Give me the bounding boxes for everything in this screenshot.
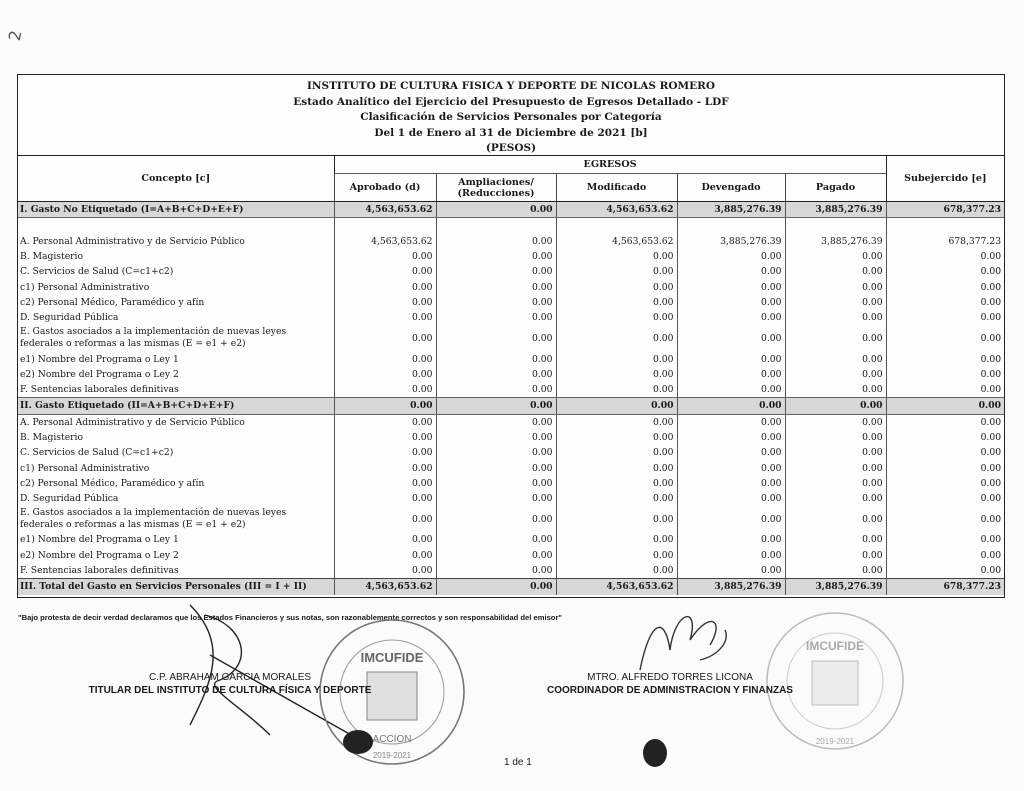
concept-cell: C. Servicios de Salud (C=c1+c2) bbox=[20, 266, 174, 278]
concept-cell: F. Sentencias laborales definitivas bbox=[20, 565, 179, 577]
value-cell: 678,377.23 bbox=[886, 234, 1004, 249]
value-cell: 0.00 bbox=[436, 563, 556, 579]
value-cell: 0.00 bbox=[886, 430, 1004, 445]
value-cell: 678,377.23 bbox=[886, 202, 1004, 218]
value-cell: 0.00 bbox=[436, 398, 556, 414]
table-body bbox=[18, 202, 1004, 595]
concept-cell: B. Magisterio bbox=[20, 432, 84, 443]
right-seal-years: 2019-2021 bbox=[815, 737, 855, 746]
value-cell: 0.00 bbox=[334, 506, 436, 532]
value-cell: 0.00 bbox=[436, 325, 556, 351]
value-cell: 0.00 bbox=[556, 548, 677, 563]
disclaimer-note: "Bajo protesta de decir verdad declaramos que los Estados Financieros y sus notas, son razonablemente correctos y son responsabilidad del emisor" bbox=[18, 613, 562, 622]
value-cell: 0.00 bbox=[677, 532, 785, 547]
table-row bbox=[18, 414, 1004, 430]
value-cell: 0.00 bbox=[436, 234, 556, 249]
table-row bbox=[18, 325, 1004, 351]
value-cell: 0.00 bbox=[436, 264, 556, 279]
value-cell: 0.00 bbox=[334, 264, 436, 279]
value-cell bbox=[677, 218, 785, 234]
concept-cell: III. Total del Gasto en Servicios Personales (III = I + II) bbox=[18, 579, 334, 595]
left-seal-bottom: ACCION bbox=[372, 734, 412, 745]
value-cell: 0.00 bbox=[334, 367, 436, 382]
value-cell: 4,563,653.62 bbox=[556, 234, 677, 249]
value-cell: 0.00 bbox=[677, 460, 785, 475]
value-cell: 3,885,276.39 bbox=[785, 579, 886, 595]
table-row bbox=[18, 476, 1004, 491]
value-cell: 0.00 bbox=[785, 325, 886, 351]
value-cell: 0.00 bbox=[556, 506, 677, 532]
value-cell: 0.00 bbox=[436, 295, 556, 310]
table-row bbox=[18, 548, 1004, 563]
value-cell: 0.00 bbox=[886, 325, 1004, 351]
table-row bbox=[18, 310, 1004, 325]
concept-cell: B. Magisterio bbox=[20, 251, 84, 263]
table-row bbox=[18, 264, 1004, 279]
value-cell: 0.00 bbox=[886, 563, 1004, 579]
value-cell: 0.00 bbox=[556, 532, 677, 547]
value-cell: 0.00 bbox=[556, 310, 677, 325]
value-cell: 0.00 bbox=[436, 579, 556, 595]
value-cell bbox=[886, 218, 1004, 234]
report-currency: (PESOS) bbox=[485, 142, 537, 155]
value-cell: 0.00 bbox=[785, 460, 886, 475]
value-cell: 0.00 bbox=[334, 460, 436, 475]
concept-cell: C. Servicios de Salud (C=c1+c2) bbox=[20, 447, 174, 459]
column-header-pagado: Pagado bbox=[785, 174, 886, 202]
value-cell: 0.00 bbox=[785, 367, 886, 382]
value-cell: 0.00 bbox=[334, 491, 436, 506]
report-title: Estado Analítico del Ejercicio del Presupuesto de Egresos Detallado - LDF bbox=[293, 95, 729, 108]
value-cell: 0.00 bbox=[785, 563, 886, 579]
concept-cell: F. Sentencias laborales definitivas bbox=[20, 384, 179, 396]
value-cell: 0.00 bbox=[334, 295, 436, 310]
value-cell: 0.00 bbox=[677, 430, 785, 445]
value-cell: 0.00 bbox=[886, 367, 1004, 382]
column-header-ampliaciones bbox=[436, 174, 556, 202]
value-cell: 3,885,276.39 bbox=[785, 202, 886, 218]
value-cell: 3,885,276.39 bbox=[677, 234, 785, 249]
value-cell: 0.00 bbox=[556, 382, 677, 398]
right-signer-name: MTRO. ALFREDO TORRES LICONA bbox=[587, 672, 753, 683]
value-cell: 0.00 bbox=[556, 351, 677, 366]
table-row bbox=[18, 460, 1004, 475]
value-cell: 0.00 bbox=[677, 398, 785, 414]
value-cell: 0.00 bbox=[677, 351, 785, 366]
table-row bbox=[18, 295, 1004, 310]
value-cell: 0.00 bbox=[785, 295, 886, 310]
value-cell: 3,885,276.39 bbox=[785, 234, 886, 249]
value-cell: 0.00 bbox=[886, 351, 1004, 366]
value-cell: 0.00 bbox=[436, 351, 556, 366]
table-row bbox=[18, 491, 1004, 506]
value-cell: 0.00 bbox=[677, 310, 785, 325]
left-seal-word: IMCUFIDE bbox=[360, 650, 424, 665]
right-seal-word: IMCUFIDE bbox=[806, 639, 864, 653]
value-cell: 4,563,653.62 bbox=[334, 234, 436, 249]
value-cell: 0.00 bbox=[886, 506, 1004, 532]
value-cell: 0.00 bbox=[677, 325, 785, 351]
column-header-concepto: Concepto [c] bbox=[18, 156, 334, 202]
concept-cell: e1) Nombre del Programa o Ley 1 bbox=[20, 534, 179, 546]
table-row bbox=[18, 367, 1004, 382]
ampliaciones-line1: Ampliaciones/ bbox=[458, 176, 534, 188]
table-row bbox=[18, 351, 1004, 366]
column-header-modificado: Modificado bbox=[556, 174, 677, 202]
value-cell: 3,885,276.39 bbox=[677, 202, 785, 218]
column-header-devengado: Devengado bbox=[677, 174, 785, 202]
value-cell: 4,563,653.62 bbox=[556, 579, 677, 595]
value-cell: 0.00 bbox=[677, 295, 785, 310]
right-signer-title: COORDINADOR DE ADMINISTRACION Y FINANZAS bbox=[547, 685, 793, 696]
value-cell: 0.00 bbox=[436, 548, 556, 563]
value-cell bbox=[436, 218, 556, 234]
value-cell: 0.00 bbox=[556, 398, 677, 414]
value-cell: 0.00 bbox=[785, 279, 886, 294]
value-cell: 0.00 bbox=[334, 532, 436, 547]
value-cell: 0.00 bbox=[334, 430, 436, 445]
value-cell: 0.00 bbox=[556, 460, 677, 475]
value-cell: 0.00 bbox=[677, 279, 785, 294]
value-cell: 0.00 bbox=[886, 249, 1004, 264]
left-signature-block bbox=[80, 672, 380, 696]
value-cell: 0.00 bbox=[677, 548, 785, 563]
concept-cell: A. Personal Administrativo y de Servicio Público bbox=[20, 416, 245, 428]
value-cell: 0.00 bbox=[334, 249, 436, 264]
value-cell: 0.00 bbox=[785, 382, 886, 398]
value-cell: 0.00 bbox=[436, 414, 556, 430]
value-cell: 0.00 bbox=[334, 476, 436, 491]
value-cell: 0.00 bbox=[556, 279, 677, 294]
value-cell bbox=[785, 218, 886, 234]
value-cell: 0.00 bbox=[436, 430, 556, 445]
table-row bbox=[18, 249, 1004, 264]
left-signer-title: TITULAR DEL INSTITUTO DE CULTURA FÍSICA Y DEPORTE bbox=[88, 685, 372, 696]
value-cell: 0.00 bbox=[436, 506, 556, 532]
value-cell: 0.00 bbox=[785, 532, 886, 547]
column-header-egresos: EGRESOS bbox=[334, 156, 886, 174]
value-cell: 0.00 bbox=[677, 491, 785, 506]
table-row bbox=[18, 430, 1004, 445]
value-cell: 0.00 bbox=[886, 491, 1004, 506]
value-cell: 0.00 bbox=[436, 491, 556, 506]
value-cell: 0.00 bbox=[677, 506, 785, 532]
concept-cell: e2) Nombre del Programa o Ley 2 bbox=[20, 368, 179, 380]
value-cell: 0.00 bbox=[436, 382, 556, 398]
value-cell: 0.00 bbox=[334, 310, 436, 325]
concept-cell: c2) Personal Médico, Paramédico y afín bbox=[20, 296, 205, 308]
value-cell: 0.00 bbox=[886, 532, 1004, 547]
value-cell: 0.00 bbox=[334, 414, 436, 430]
left-seal-years: 2019-2021 bbox=[372, 751, 412, 760]
table-row bbox=[18, 218, 1004, 234]
value-cell: 0.00 bbox=[334, 563, 436, 579]
budget-table bbox=[18, 155, 1004, 595]
concept-cell: D. Seguridad Pública bbox=[20, 493, 119, 505]
report-header bbox=[18, 79, 1004, 157]
value-cell: 0.00 bbox=[886, 445, 1004, 460]
concept-cell: e2) Nombre del Programa o Ley 2 bbox=[20, 549, 179, 561]
value-cell: 0.00 bbox=[436, 310, 556, 325]
left-ink-blot bbox=[338, 722, 378, 762]
value-cell: 0.00 bbox=[556, 367, 677, 382]
value-cell: 0.00 bbox=[556, 563, 677, 579]
table-row bbox=[18, 279, 1004, 294]
concept-cell: e1) Nombre del Programa o Ley 1 bbox=[20, 353, 179, 365]
concept-cell: A. Personal Administrativo y de Servicio Público bbox=[20, 235, 245, 247]
value-cell: 678,377.23 bbox=[886, 579, 1004, 595]
value-cell: 0.00 bbox=[677, 249, 785, 264]
concept-cell: I. Gasto No Etiquetado (I=A+B+C+D+E+F) bbox=[18, 202, 334, 218]
right-signature-scribble bbox=[630, 600, 740, 680]
report-frame bbox=[17, 74, 1005, 598]
value-cell: 0.00 bbox=[785, 264, 886, 279]
value-cell: 0.00 bbox=[334, 325, 436, 351]
value-cell: 0.00 bbox=[785, 414, 886, 430]
concept-cell: D. Seguridad Pública bbox=[20, 312, 119, 324]
value-cell: 3,885,276.39 bbox=[677, 579, 785, 595]
value-cell: 0.00 bbox=[436, 279, 556, 294]
table-row bbox=[18, 532, 1004, 547]
concept-cell: E. Gastos asociados a la implementación de nuevas leyes federales o reformas a las mismas (E = e1 + e2) bbox=[20, 506, 287, 531]
concept-cell: c1) Personal Administrativo bbox=[20, 462, 150, 474]
table-row bbox=[18, 445, 1004, 460]
value-cell: 0.00 bbox=[785, 398, 886, 414]
table-row bbox=[18, 382, 1004, 398]
value-cell: 0.00 bbox=[334, 382, 436, 398]
value-cell: 0.00 bbox=[334, 398, 436, 414]
value-cell: 0.00 bbox=[785, 310, 886, 325]
value-cell: 0.00 bbox=[556, 325, 677, 351]
value-cell: 0.00 bbox=[886, 398, 1004, 414]
value-cell: 0.00 bbox=[334, 548, 436, 563]
value-cell: 0.00 bbox=[886, 476, 1004, 491]
value-cell: 0.00 bbox=[785, 445, 886, 460]
right-signature-block bbox=[540, 672, 800, 696]
value-cell: 0.00 bbox=[785, 476, 886, 491]
value-cell: 0.00 bbox=[785, 506, 886, 532]
value-cell: 0.00 bbox=[886, 310, 1004, 325]
value-cell: 0.00 bbox=[334, 445, 436, 460]
table-row bbox=[18, 234, 1004, 249]
value-cell: 0.00 bbox=[785, 491, 886, 506]
value-cell: 4,563,653.62 bbox=[334, 202, 436, 218]
value-cell: 0.00 bbox=[677, 414, 785, 430]
value-cell: 0.00 bbox=[886, 460, 1004, 475]
value-cell: 0.00 bbox=[677, 367, 785, 382]
page-number: 1 de 1 bbox=[504, 757, 532, 768]
value-cell: 0.00 bbox=[886, 548, 1004, 563]
value-cell: 0.00 bbox=[785, 249, 886, 264]
column-header-aprobado: Aprobado (d) bbox=[334, 174, 436, 202]
value-cell: 0.00 bbox=[556, 249, 677, 264]
concept-cell: c2) Personal Médico, Paramédico y afín bbox=[20, 477, 205, 489]
value-cell: 0.00 bbox=[556, 430, 677, 445]
value-cell: 0.00 bbox=[886, 279, 1004, 294]
ampliaciones-line2: (Reducciones) bbox=[457, 187, 535, 199]
value-cell: 0.00 bbox=[436, 532, 556, 547]
value-cell: 0.00 bbox=[436, 476, 556, 491]
value-cell: 0.00 bbox=[556, 445, 677, 460]
value-cell: 0.00 bbox=[436, 460, 556, 475]
value-cell: 0.00 bbox=[334, 351, 436, 366]
report-period: Del 1 de Enero al 31 de Diciembre de 2021 [b] bbox=[374, 126, 648, 139]
value-cell: 0.00 bbox=[556, 491, 677, 506]
table-row bbox=[18, 563, 1004, 579]
value-cell bbox=[334, 218, 436, 234]
concept-cell: II. Gasto Etiquetado (II=A+B+C+D+E+F) bbox=[18, 398, 334, 414]
value-cell: 0.00 bbox=[785, 548, 886, 563]
value-cell: 0.00 bbox=[436, 445, 556, 460]
left-signer-name: C.P. ABRAHAM GARCIA MORALES bbox=[148, 672, 312, 683]
concept-cell: E. Gastos asociados a la implementación de nuevas leyes federales o reformas a las mismas (E = e1 + e2) bbox=[20, 325, 287, 350]
value-cell bbox=[556, 218, 677, 234]
value-cell: 0.00 bbox=[677, 563, 785, 579]
value-cell: 0.00 bbox=[886, 382, 1004, 398]
value-cell: 0.00 bbox=[886, 414, 1004, 430]
value-cell: 0.00 bbox=[436, 249, 556, 264]
value-cell: 0.00 bbox=[677, 476, 785, 491]
column-header-subejercido: Subejercido [e] bbox=[886, 156, 1004, 202]
value-cell: 0.00 bbox=[556, 476, 677, 491]
value-cell: 4,563,653.62 bbox=[556, 202, 677, 218]
value-cell: 0.00 bbox=[677, 382, 785, 398]
table-row bbox=[18, 202, 1004, 218]
right-ink-blot bbox=[640, 735, 670, 780]
value-cell: 0.00 bbox=[785, 351, 886, 366]
value-cell: 0.00 bbox=[556, 414, 677, 430]
value-cell: 0.00 bbox=[556, 264, 677, 279]
report-subtitle: Clasificación de Servicios Personales por Categoría bbox=[360, 111, 662, 124]
value-cell: 0.00 bbox=[556, 295, 677, 310]
table-row bbox=[18, 506, 1004, 532]
value-cell: 0.00 bbox=[886, 295, 1004, 310]
institution-title: INSTITUTO DE CULTURA FISICA Y DEPORTE DE NICOLAS ROMERO bbox=[307, 80, 715, 92]
value-cell: 0.00 bbox=[334, 279, 436, 294]
value-cell: 0.00 bbox=[785, 430, 886, 445]
corner-handwritten-mark: 2 bbox=[4, 28, 26, 43]
value-cell: 0.00 bbox=[677, 445, 785, 460]
concept-cell bbox=[18, 218, 334, 234]
value-cell: 0.00 bbox=[436, 202, 556, 218]
value-cell: 0.00 bbox=[436, 367, 556, 382]
value-cell: 0.00 bbox=[886, 264, 1004, 279]
table-row bbox=[18, 398, 1004, 414]
value-cell: 4,563,653.62 bbox=[334, 579, 436, 595]
value-cell: 0.00 bbox=[677, 264, 785, 279]
concept-cell: c1) Personal Administrativo bbox=[20, 281, 150, 293]
